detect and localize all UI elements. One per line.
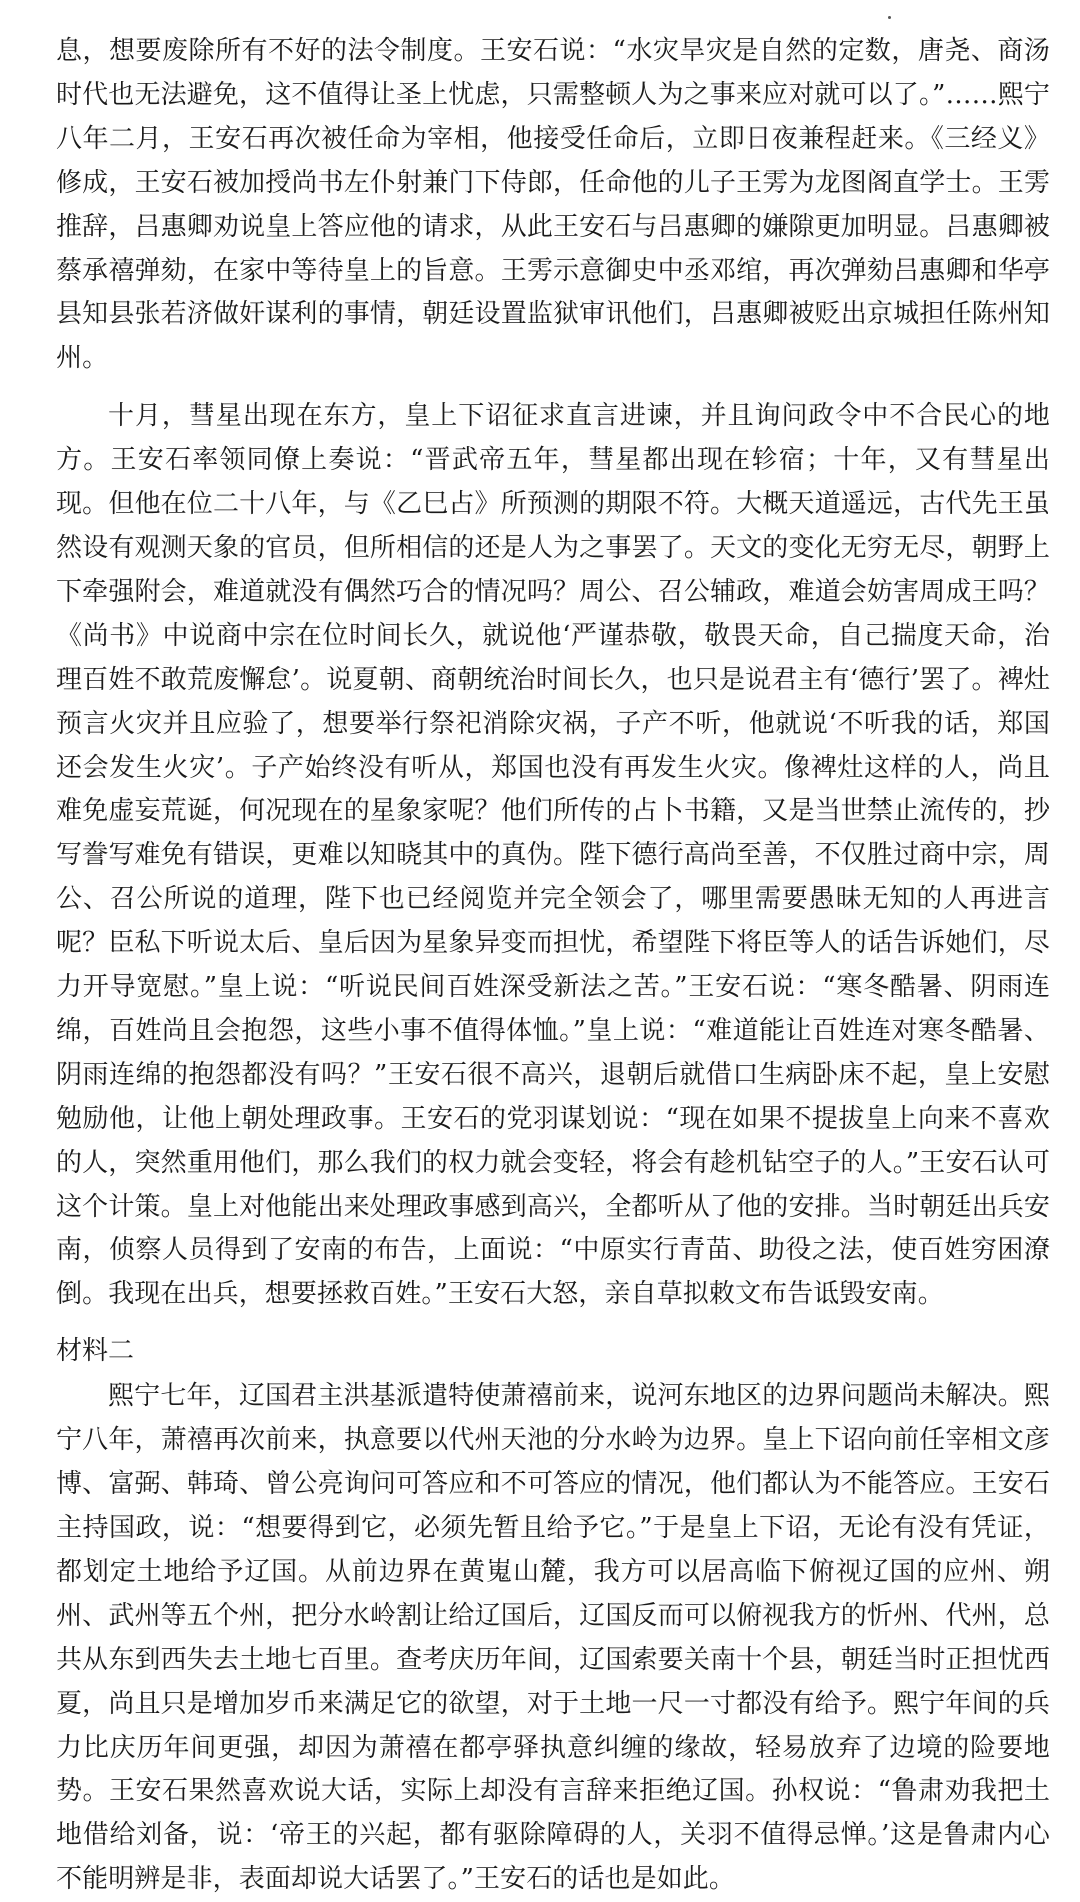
paragraph-1: 息，想要废除所有不好的法令制度。王安石说：“水灾旱灾是自然的定数，唐尧、商汤时代也无法避免，这不值得让圣上忧虑，只需整顿人为之事来应对就可以了。”……熙宁八年二月，王安石再次被任命为宰相，他接受任命后，立即日夜兼程赶来。《三经义》修成，王安石被加授尚书左仆射兼门下侍郎，任命他的儿子王雱为龙图阁直学士。王雱推辞，吕惠卿劝说皇上答应他的请求，从此王安石与吕惠卿的嫌隙更加明显。吕惠卿被蔡承禧弹劾，在家中等待皇上的旨意。王雱示意御史中丞邓绾，再次弹劾吕惠卿和华亭县知县张若济做奸谋利的事情，朝廷设置监狱审讯他们，吕惠卿被贬出京城担任陈州知州。 xyxy=(56,36,1050,374)
paragraph-3: 熙宁七年，辽国君主洪基派遣特使萧禧前来，说河东地区的边界问题尚未解决。熙宁八年，萧禧再次前来，执意要以代州天池的分水岭为边界。皇上下诏向前任宰相文彦博、富弼、韩琦、曾公亮询问可答应和不可答应的情况，他们都认为不能答应。王安石主持国政，说：“想要得到它，必须先暂且给予它。”于是皇上下诏，无论有没有凭证，都划定土地给予辽国。从前边界在黄嵬山麓，我方可以居高临下俯视辽国的应州、朔州、武州等五个州，把分水岭割让给辽国后，辽国反而可以俯视我方的忻州、代州，总共从东到西失去土地七百里。查考庆历年间，辽国索要关南十个县，朝廷当时正担忧西夏，尚且只是增加岁币来满足它的欲望，对于土地一尺一寸都没有给予。熙宁年间的兵力比庆历年间更强，却因为萧禧在都亭驿执意纠缠的缘故，轻易放弃了边境的险要地势。王安石果然喜欢说大话，实际上却没有言辞来拒绝辽国。孙权说：“鲁肃劝我把土地借给刘备，说：‘帝王的兴起，都有驱除障碍的人，关羽不值得忌惮。’这是鲁肃内心不能明辨是非，表面却说大话罢了。”王安石的话也是如此。 xyxy=(56,1381,1050,1895)
paragraph-2: 十月，彗星出现在东方，皇上下诏征求直言进谏，并且询问政令中不合民心的地方。王安石率领同僚上奏说：“晋武帝五年，彗星都出现在轸宿；十年，又有彗星出现。但他在位二十八年，与《乙巳占》所预测的期限不符。大概天道遥远，古代先王虽然设有观测天象的官员，但所相信的还是人为之事罢了。天文的变化无穷无尽，朝野上下牵强附会，难道就没有偶然巧合的情况吗？周公、召公辅政，难道会妨害周成王吗？《尚书》中说商中宗在位时间长久，就说他‘严谨恭敬，敬畏天命，自己揣度天命，治理百姓不敢荒废懈怠’。说夏朝、商朝统治时间长久，也只是说君主有‘德行’罢了。裨灶预言火灾并且应验了，想要举行祭祀消除灾祸，子产不听，他就说‘不听我的话，郑国还会发生火灾’。子产始终没有听从，郑国也没有再发生火灾。像裨灶这样的人，尚且难免虚妄荒诞，何况现在的星象家呢？他们所传的占卜书籍，又是当世禁止流传的，抄写誊写难免有错误，更难以知晓其中的真伪。陛下德行高尚至善，不仅胜过商中宗，周公、召公所说的道理，陛下也已经阅览并完全领会了，哪里需要愚昧无知的人再进言呢？臣私下听说太后、皇后因为星象异变而担忧，希望陛下将臣等人的话告诉她们，尽力开导宽慰。”皇上说：“听说民间百姓深受新法之苦。”王安石说：“寒冬酷暑、阴雨连绵，百姓尚且会抱怨，这些小事不值得体恤。”皇上说：“难道能让百姓连对寒冬酷暑、阴雨连绵的抱怨都没有吗？”王安石很不高兴，退朝后就借口生病卧床不起，皇上安慰勉励他，让他上朝处理政事。王安石的党羽谋划说：“现在如果不提拔皇上向来不喜欢的人，突然重用他们，那么我们的权力就会变轻，将会有趁机钻空子的人。”王安石认可这个计策。皇上对他能出来处理政事感到高兴，全都听从了他的安排。当时朝廷出兵安南，侦察人员得到了安南的布告，上面说：“中原实行青苗、助役之法，使百姓穷困潦倒。我现在出兵，想要拯救百姓。”王安石大怒，亲自草拟敕文布告诋毁安南。 xyxy=(56,401,1050,1310)
scan-speck xyxy=(888,16,891,19)
section-heading: 材料二 xyxy=(56,1336,135,1367)
